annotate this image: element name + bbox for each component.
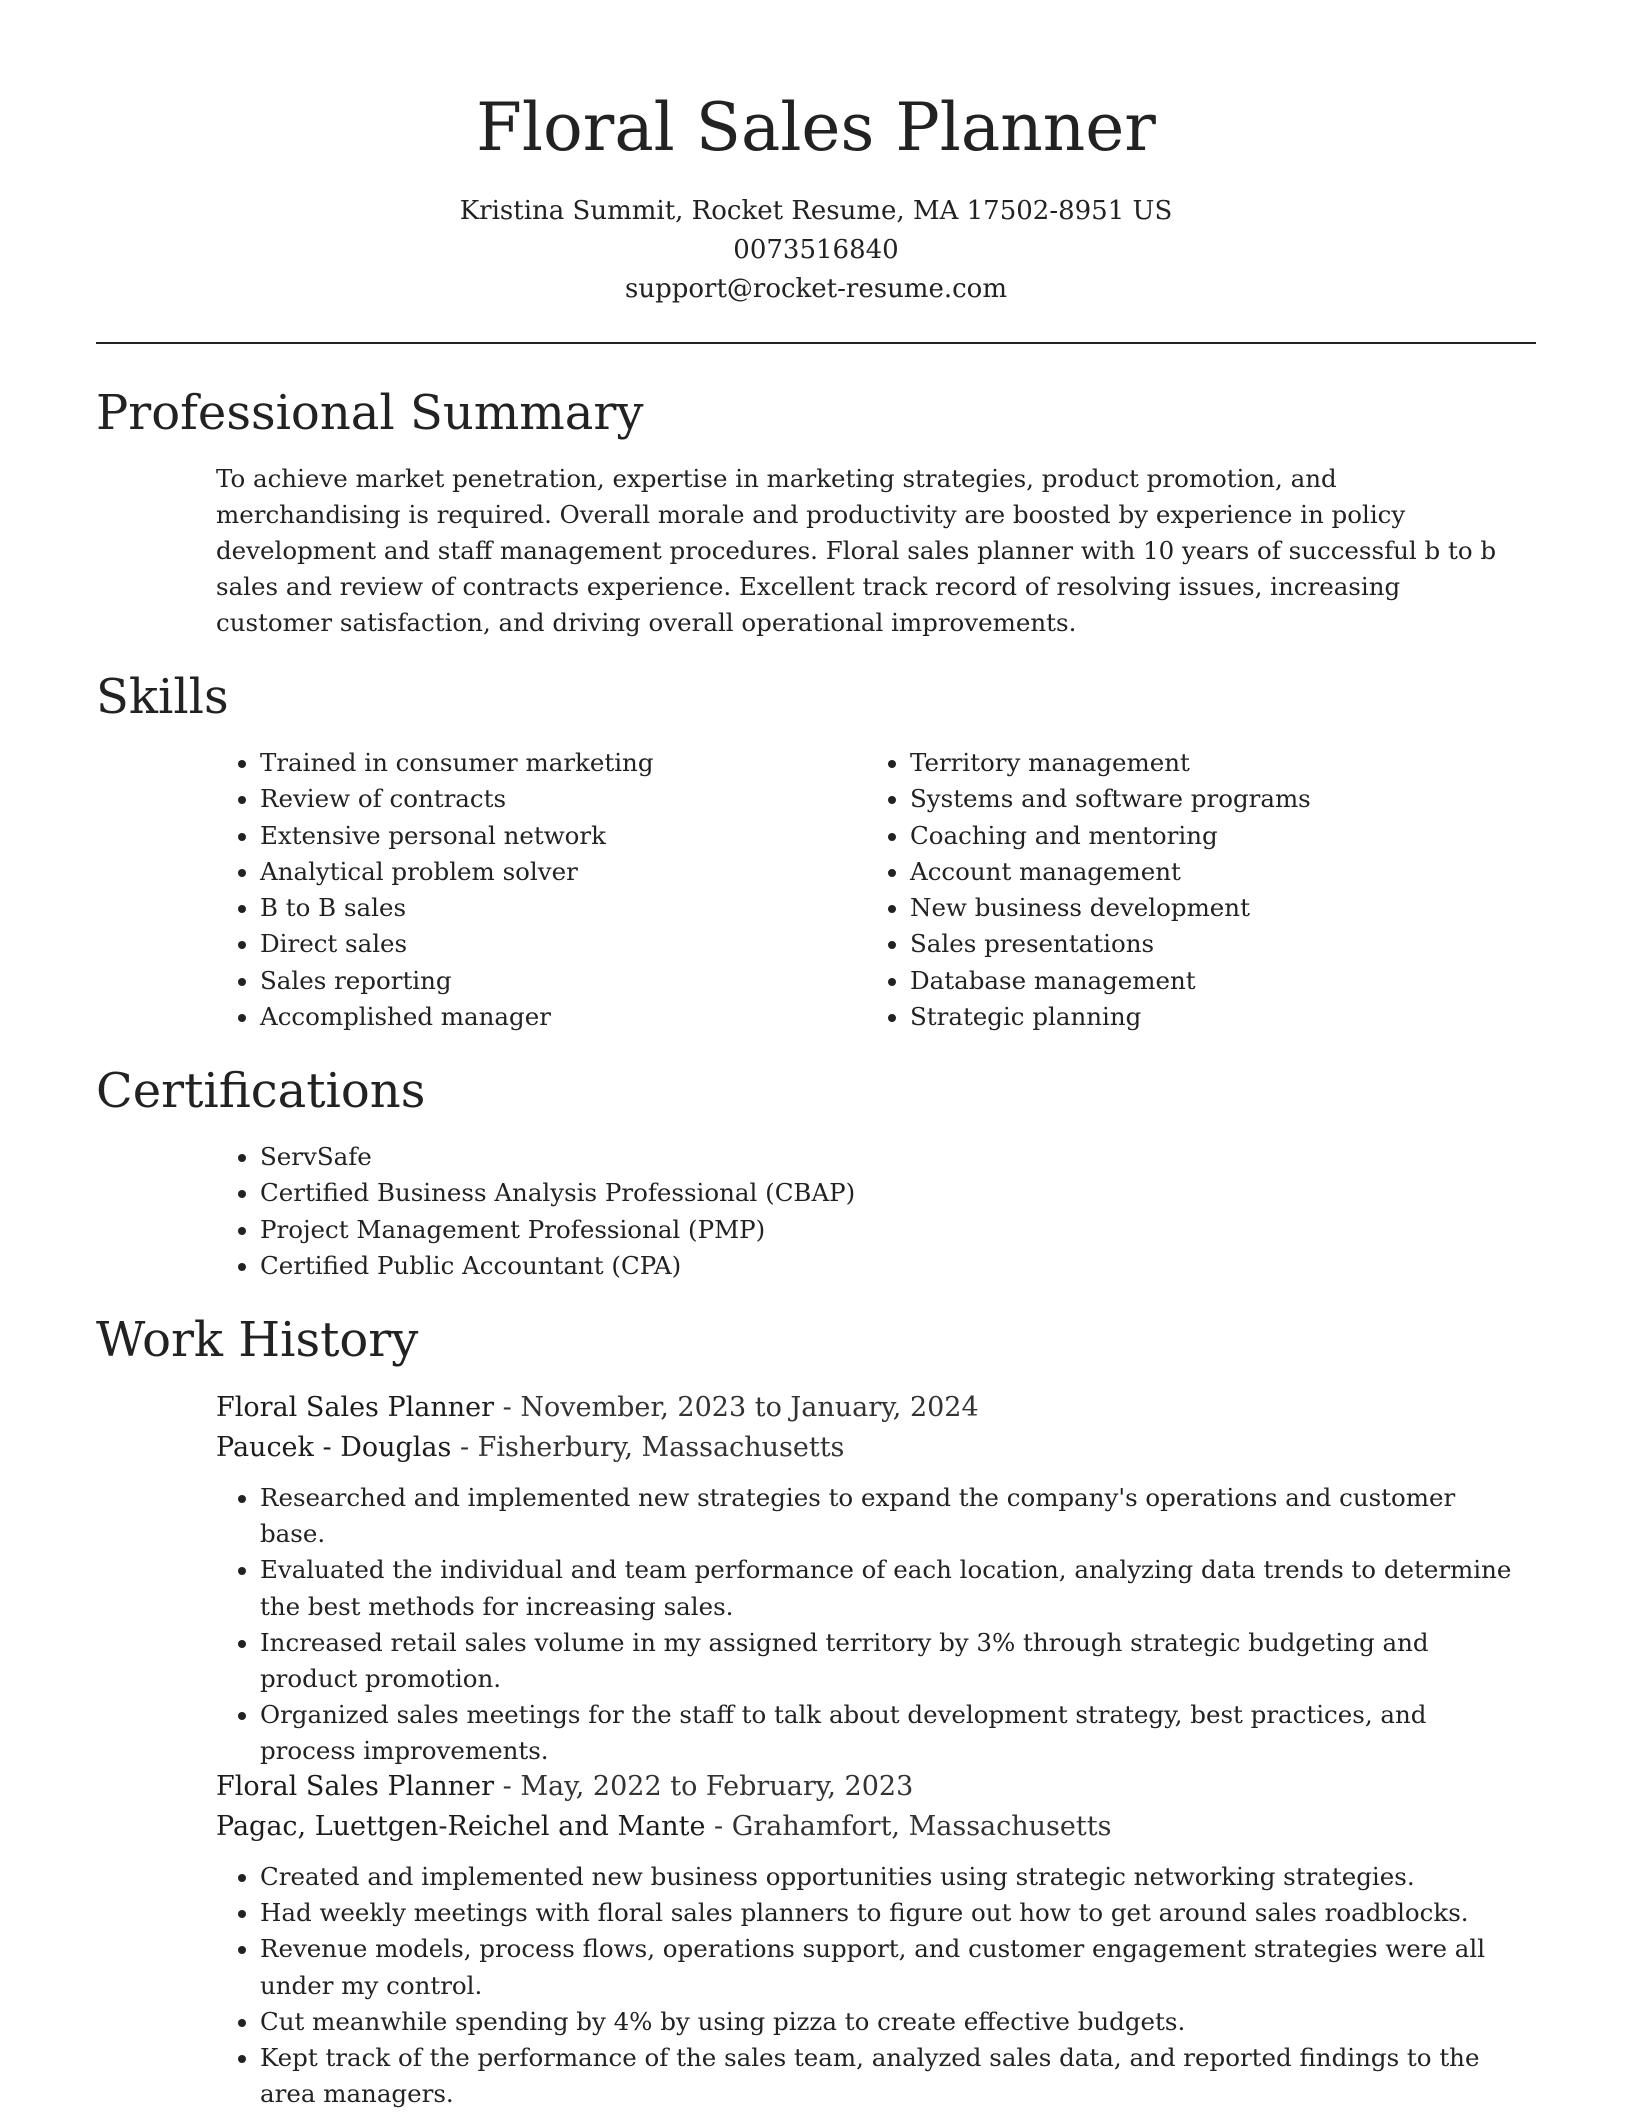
resume-name: Floral Sales Planner [476, 89, 1156, 166]
resume-header [96, 84, 1536, 309]
contact-email: support@rocket-resume.com [624, 274, 1007, 304]
job-bullet: • Revenue models, process flows, operations support, and customer engagement strategies were all under my control. [260, 1931, 1516, 2003]
job-bullet: • Researched and implemented new strategies to expand the company's operations and customer base. [260, 1480, 1516, 1552]
job-title: Floral Sales Planner [216, 1392, 495, 1423]
skill-item: • Analytical problem solver [260, 854, 816, 890]
certification-item: • Certified Business Analysis Professional (CBAP) [260, 1175, 1216, 1211]
skill-item: • Database management [910, 963, 1486, 999]
skill-item: • Sales presentations [910, 926, 1486, 962]
job-location: - Grahamfort, Massachusetts [705, 1811, 1112, 1842]
section-title-work-history: Work History [96, 1312, 419, 1368]
skill-item: • Extensive personal network [260, 818, 816, 854]
job-entry [216, 1767, 1516, 2112]
skill-item: • Review of contracts [260, 781, 816, 817]
contact-address: Kristina Summit, Rocket Resume, MA 17502-8951 US [459, 196, 1173, 226]
job-title-line [216, 1767, 1516, 1807]
job-location: - Fisherbury, Massachusetts [451, 1432, 845, 1463]
certifications-list [216, 1139, 1216, 1284]
job-title-line [216, 1388, 1516, 1428]
job-dates: - November, 2023 to January, 2024 [494, 1392, 979, 1423]
job-company: Paucek - Douglas [216, 1432, 452, 1463]
skill-item: • Strategic planning [910, 999, 1486, 1035]
certification-item: • Certified Public Accountant (CPA) [260, 1248, 1216, 1284]
skill-item: • Direct sales [260, 926, 816, 962]
skill-item: • Territory management [910, 745, 1486, 781]
skill-item: • Accomplished manager [260, 999, 816, 1035]
job-bullet: • Increased retail sales volume in my assigned territory by 3% through strategic budgeting and product promotion. [260, 1625, 1516, 1697]
skill-item: • Systems and software programs [910, 781, 1486, 817]
certification-item: • ServSafe [260, 1139, 1216, 1175]
skill-item: • Account management [910, 854, 1486, 890]
skills-column-right [866, 745, 1486, 1035]
job-bullet: • Cut meanwhile spending by 4% by using pizza to create effective budgets. [260, 2004, 1516, 2040]
section-title-skills: Skills [96, 669, 229, 725]
job-bullet: • Organized sales meetings for the staff to talk about development strategy, best practices, and process improvements. [260, 1697, 1516, 1769]
job-bullet: • Kept track of the performance of the sales team, analyzed sales data, and reported findings to the area managers. [260, 2040, 1516, 2112]
job-title: Floral Sales Planner [216, 1771, 495, 1802]
skill-item: • Sales reporting [260, 963, 816, 999]
section-title-summary: Professional Summary [96, 385, 644, 441]
job-company-line [216, 1428, 1516, 1468]
job-bullet: • Created and implemented new business opportunities using strategic networking strategies. [260, 1859, 1516, 1895]
skills-column-left [216, 745, 816, 1035]
job-company: Pagac, Luettgen-Reichel and Mante [216, 1811, 706, 1842]
job-company-line [216, 1807, 1516, 1847]
summary-text: To achieve market penetration, expertise in marketing strategies, product promotion, and merchandising is required. Overall morale and productivity are boosted by experience in policy development and staff management procedures. Floral sales planner with 10 years of successful b to b sales and review of contracts experience. Excellent track record of resolving issues, increasing customer satisfaction, and driving overall operational improvements. [216, 464, 1497, 637]
header-divider [96, 342, 1536, 344]
job-entry [216, 1388, 1516, 1770]
job-bullet: • Evaluated the individual and team performance of each location, analyzing data trends to determine the best methods for increasing sales. [260, 1552, 1516, 1624]
certification-item: • Project Management Professional (PMP) [260, 1212, 1216, 1248]
skill-item: • Coaching and mentoring [910, 818, 1486, 854]
job-bullet: • Had weekly meetings with floral sales planners to figure out how to get around sales roadblocks. [260, 1895, 1516, 1931]
contact-phone: 0073516840 [733, 235, 899, 265]
skill-item: • Trained in consumer marketing [260, 745, 816, 781]
job-dates: - May, 2022 to February, 2023 [494, 1771, 914, 1802]
skill-item: • New business development [910, 890, 1486, 926]
section-title-certifications: Certifications [96, 1063, 426, 1119]
skill-item: • B to B sales [260, 890, 816, 926]
